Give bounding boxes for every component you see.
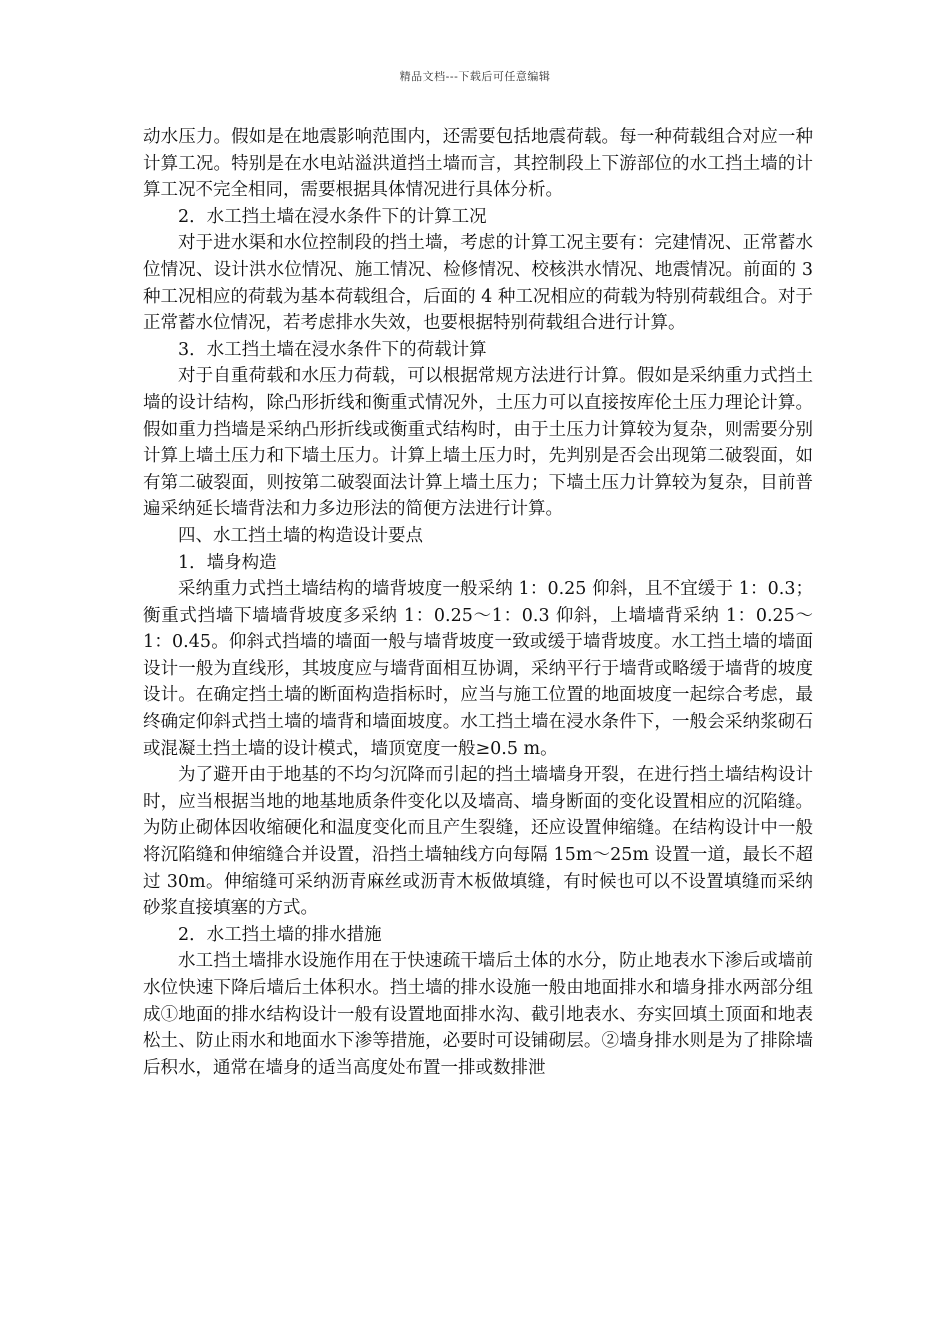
paragraph: 动水压力。假如是在地震影响范围内，还需要包括地震荷载。每一种荷载组合对应一种计算工况。特别是在水电站溢洪道挡土墙而言，其控制段上下游部位的水工挡土墙的计算工况不完全相同，需要根据具体情况进行具体分析。 [143,127,813,201]
paragraph: 为了避开由于地基的不均匀沉降而引起的挡土墙墙身开裂，在进行挡土墙结构设计时，应当根据当地的地基地质条件变化以及墙高、墙身断面的变化设置相应的沉陷缝。为防止砌体因收缩硬化和温度变化而且产生裂缝，还应设置伸缩缝。在结构设计中一般将沉陷缝和伸缩缝合并设置，沿挡土墙轴线方向每隔 15m～25m 设置一道，最长不超过 30m。伸缩缝可采纳沥青麻丝或沥青木板做填缝，有时候也可以不设置填缝而采纳砂浆直接填塞的方式。 [143,765,813,919]
paragraph: 水工挡土墙排水设施作用在于快速疏干墙后土体的水分，防止地表水下渗后或墙前水位快速下降后墙后土体积水。挡土墙的排水设施一般由地面排水和墙身排水两部分组成①地面的排水结构设计一般有设置地面排水沟、截引地表水、夯实回填土顶面和地表松土、防止雨水和地面水下渗等措施，必要时可设铺砌层。②墙身排水则是为了排除墙后积水，通常在墙身的适当高度处布置一排或数排泄 [143,951,813,1078]
section-heading: 3．水工挡土墙在浸水条件下的荷载计算 [178,339,487,360]
paragraph: 对于自重荷载和水压力荷载，可以根据常规方法进行计算。假如是采纳重力式挡土墙的设计结构，除凸形折线和衡重式情况外，土压力可以直接按库伦土压力理论计算。假如重力挡墙是采纳凸形折线或衡重式结构时，由于土压力计算较为复杂，则需要分别计算上墙土压力和下墙土压力。计算上墙土压力时，先判别是否会出现第二破裂面，如有第二破裂面，则按第二破裂面法计算上墙土压力；下墙土压力计算较为复杂，目前普遍采纳延长墙背法和力多边形法的简便方法进行计算。 [143,366,813,520]
document-body [143,124,813,1081]
section-heading: 1．墙身构造 [178,552,277,573]
section-heading: 四、水工挡土墙的构造设计要点 [178,525,423,546]
paragraph: 对于进水渠和水位控制段的挡土墙，考虑的计算工况主要有：完建情况、正常蓄水位情况、设计洪水位情况、施工情况、检修情况、校核洪水情况、地震情况。前面的 3 种工况相应的荷载为基本荷载组合，后面的 4 种工况相应的荷载为特别荷载组合。对于正常蓄水位情况，若考虑排水失效，也要根据特别荷载组合进行计算。 [143,233,813,334]
page-header: 精品文档---下载后可任意编辑 [399,70,551,83]
section-heading: 2．水工挡土墙的排水措施 [178,924,382,945]
paragraph: 采纳重力式挡土墙结构的墙背坡度一般采纳 1：0.25 仰斜，且不宜缓于 1：0.3；衡重式挡墙下墙墙背坡度多采纳 1：0.25～1：0.3 仰斜，上墙墙背采纳 1：0.25～1：0.45。仰斜式挡墙的墙面一般与墙背坡度一致或缓于墙背坡度。水工挡土墙的墙面设计一般为直线形，其坡度应与墙背面相互协调，采纳平行于墙背或略缓于墙背的坡度设计。在确定挡土墙的断面构造指标时，应当与施工位置的地面坡度一起综合考虑，最终确定仰斜式挡土墙的墙背和墙面坡度。水工挡土墙在浸水条件下，一般会采纳浆砌石或混凝土挡土墙的设计模式，墙顶宽度一般≥0.5 m。 [143,579,813,759]
section-heading: 2．水工挡土墙在浸水条件下的计算工况 [178,206,487,227]
